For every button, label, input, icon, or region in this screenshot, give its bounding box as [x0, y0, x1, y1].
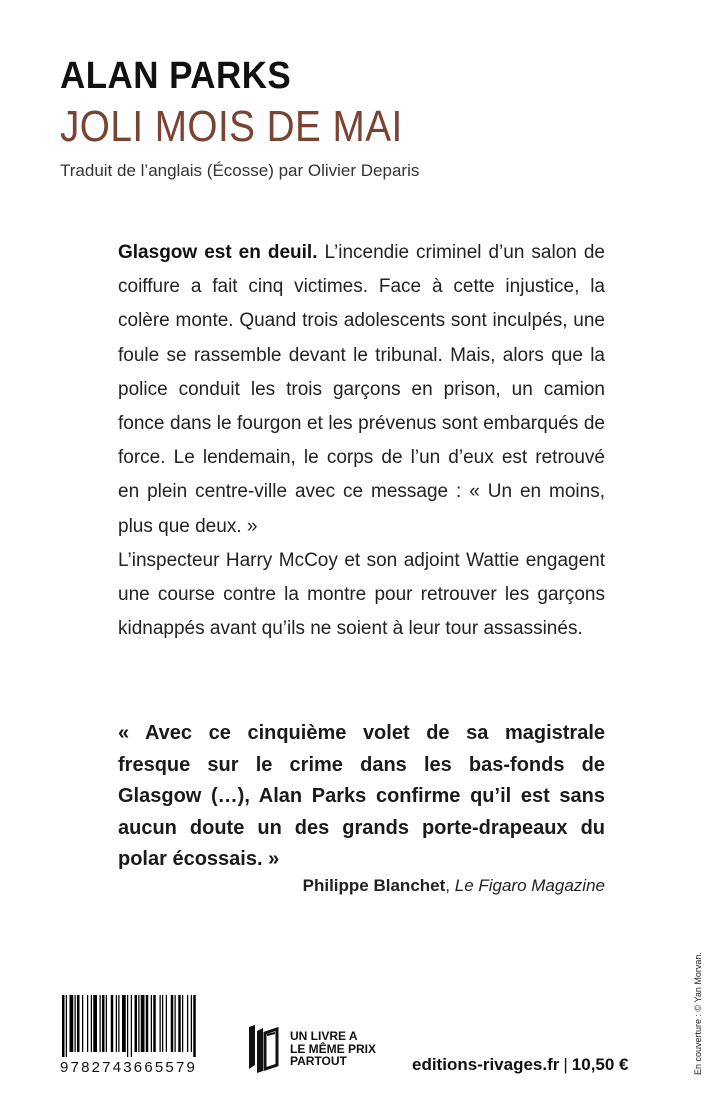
- barcode-bar: [160, 995, 161, 1052]
- isbn-number: 9782743665579: [60, 1059, 198, 1076]
- attribution-separator: ,: [445, 876, 455, 895]
- barcode-bar: [100, 995, 101, 1052]
- barcode-bar: [93, 995, 97, 1052]
- barcode-bar: [171, 995, 174, 1052]
- slogan-line-3: PARTOUT: [290, 1054, 347, 1068]
- barcode-bar: [178, 995, 181, 1052]
- synopsis-paragraph-1: [118, 236, 605, 544]
- barcode-bar: [166, 995, 167, 1052]
- synopsis-paragraph-1-text: L’incendie criminel d’un salon de coiffure a fait cinq victimes. Face à cette injustice, la colère monte. Quand trois adolescents sont inculpés, une foule se rassemble devant le tribunal. Mais, alors que la police conduit les trois garçons en prison, un camion fonce dans le fourgon et les prévenus sont embarqués de force. Le lendemain, le corps de l’un d’eux est retrouvé en plein centre-ville avec ce message : « Un en moins, plus que deux. »: [118, 242, 605, 537]
- barcode-bar: [175, 995, 176, 1052]
- barcode-bar: [153, 995, 156, 1052]
- barcode-bar: [87, 995, 88, 1052]
- book-price: 10,50 €: [571, 1055, 629, 1074]
- synopsis: [118, 236, 605, 646]
- barcode-bar: [70, 995, 74, 1052]
- barcode-bar: [116, 995, 117, 1052]
- barcode-bar: [182, 995, 183, 1052]
- barcode-bar: [102, 995, 105, 1052]
- barcode-bar: [82, 995, 83, 1052]
- fixed-price-slogan: [290, 1030, 376, 1068]
- barcode-bar: [91, 995, 92, 1052]
- barcode-bar: [191, 995, 192, 1052]
- press-quote: « Avec ce cinquième volet de sa magistrale fresque sur le crime dans les bas-fonds de Glasgow (…), Alan Parks confirme qu’il est sans aucun doute un des grands porte-drapeaux du polar écossais. »: [118, 722, 605, 870]
- barcode-bar: [122, 995, 126, 1052]
- barcode-icon: [60, 995, 242, 1057]
- barcode-bar: [131, 995, 132, 1057]
- barcode: [60, 995, 242, 1077]
- synopsis-lead: Glasgow est en deuil.: [118, 242, 318, 263]
- barcode-bar: [66, 995, 67, 1057]
- barcode-bar: [75, 995, 76, 1052]
- barcode-bar: [62, 995, 65, 1057]
- translator-credit: Traduit de l’anglais (Écosse) par Olivier Deparis: [60, 161, 420, 180]
- barcode-bar: [106, 995, 107, 1052]
- barcode-bar: [135, 995, 138, 1052]
- publisher-logo-icon: [247, 1025, 281, 1073]
- barcode-bar: [138, 995, 139, 1052]
- slogan-line-2: LE MÊME PRIX: [290, 1041, 377, 1056]
- publisher-website: editions-rivages.fr: [412, 1055, 560, 1074]
- barcode-bar: [162, 995, 163, 1052]
- barcode-bar: [77, 995, 80, 1052]
- synopsis-paragraph-2: L’inspecteur Harry McCoy et son adjoint Wattie engagent une course contre la montre pour retrouver les garçons kidnappés avant qu’ils ne soient à leur tour assassinés.: [118, 549, 605, 640]
- barcode-bar: [151, 995, 152, 1052]
- barcode-bar: [193, 995, 196, 1057]
- barcode-bar: [127, 995, 128, 1057]
- barcode-bar: [146, 995, 149, 1052]
- quote-attribution: [303, 875, 605, 897]
- barcode-bar: [118, 995, 119, 1052]
- cover-photo-credit: En couverture : © Yan Morvan.: [693, 952, 703, 1075]
- reviewer-name: Philippe Blanchet: [302, 876, 446, 895]
- footer-publisher-price: [412, 1054, 629, 1076]
- author-name: ALAN PARKS: [60, 55, 292, 97]
- publication-name: Le Figaro Magazine: [454, 876, 605, 895]
- footer-separator: |: [563, 1055, 568, 1074]
- barcode-bar: [187, 995, 188, 1052]
- barcode-bar: [111, 995, 114, 1052]
- book-title: JOLI MOIS DE MAI: [60, 102, 403, 151]
- barcode-bar: [141, 995, 145, 1052]
- slogan-line-1: UN LIVRE A: [290, 1029, 358, 1043]
